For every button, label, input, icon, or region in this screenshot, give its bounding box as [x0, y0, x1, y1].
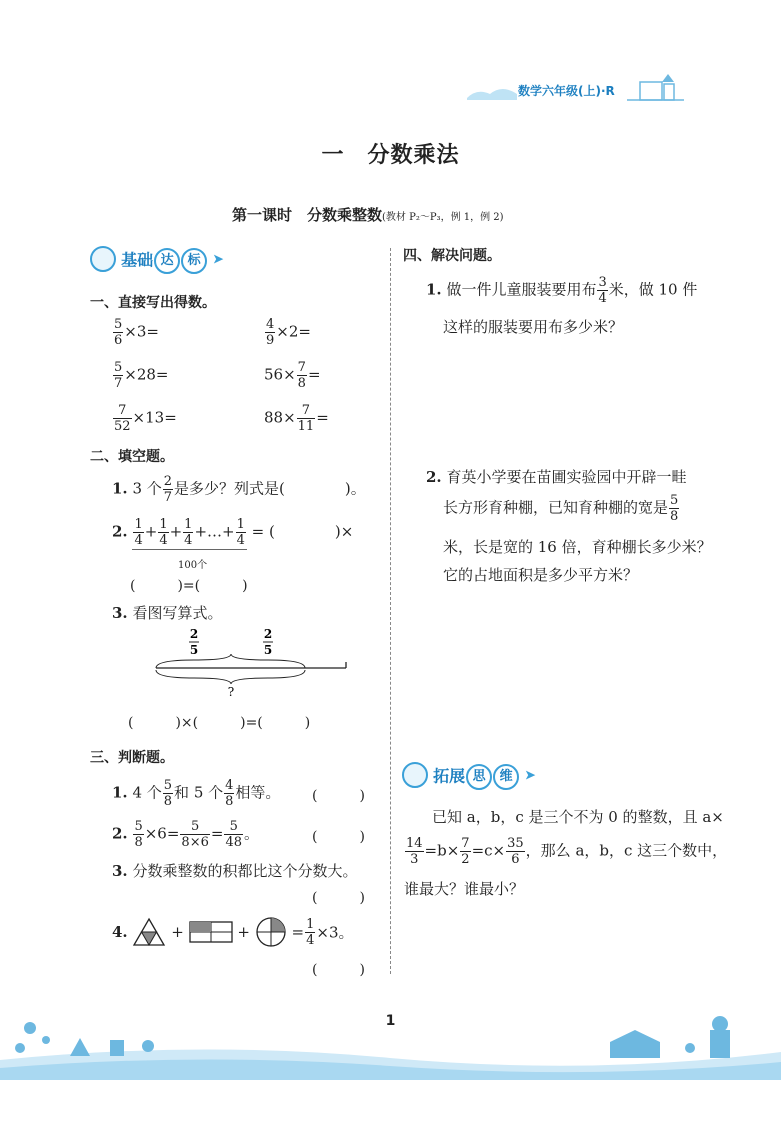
solve-q2-line3: 米，长是宽的 16 倍，育种棚长多少米？ — [443, 538, 712, 556]
circle-shaded-icon — [255, 916, 287, 948]
solve-q1: 1. 做一件儿童服装要用布 $\frac{3}{4}$ 米，做 10 件 — [426, 275, 698, 306]
unit-title: 一 分数乘法 — [321, 143, 460, 168]
badge-basic-b: 达 — [154, 248, 180, 274]
diagram-label-1-den: 5 — [189, 643, 199, 657]
badge-extend — [402, 762, 536, 790]
calc-item-1: $\frac{5}{6}$ ×3= — [114, 317, 159, 348]
solve-q1-line2: 这样的服装要用布多少米？ — [443, 318, 624, 336]
ext-line2: $\frac{14}{3}$ =b× $\frac{7}{2}$ =c× $\frac{35}{6}$ ，那么 a，b，c 这三个数中， — [406, 836, 728, 867]
diagram-label-2-den: 5 — [263, 643, 273, 657]
calc-item-4: 56× $\frac{7}{8}$ = — [264, 360, 321, 391]
calc-item-6: 88× $\frac{7}{11}$ = — [264, 403, 329, 434]
column-divider — [390, 248, 391, 974]
section-4-title: 四、解决问题。 — [403, 248, 501, 264]
fill-q2: 2. $\frac{1}{4}$ + $\frac{1}{4}$ + $\frac{1}{4}$ +…+ $\frac{1}{4}$ = ( )× — [112, 517, 354, 548]
judge-q1-paren: ( ) — [312, 788, 365, 804]
badge-basic-a: 基础 — [121, 250, 154, 270]
page-number: 1 — [385, 1013, 396, 1029]
panda-icon — [90, 246, 116, 272]
solve-q2-line2: 长方形育种棚，已知育种棚的宽是 $\frac{5}{8}$ — [443, 493, 679, 524]
lesson-heading — [232, 204, 504, 225]
badge-basic — [90, 246, 224, 274]
badge-extend-a: 拓展 — [433, 766, 466, 786]
fill-q1: 1. 3 个 $\frac{2}{7}$ 是多少？列式是( )。 — [112, 474, 366, 505]
ext-line3: 谁最大？谁最小？ — [404, 880, 525, 898]
section-2-title: 二、填空题。 — [90, 449, 174, 465]
sum-expression: $\frac{1}{4}$ + $\frac{1}{4}$ + $\frac{1}{4}$ +…+ $\frac{1}{4}$ — [134, 517, 245, 548]
diagram-question: ? — [227, 685, 235, 699]
sum-count-label: 100个 — [178, 560, 208, 571]
fraction-diagram — [150, 626, 350, 702]
calc-item-3: $\frac{5}{7}$ ×28= — [114, 360, 169, 391]
fill-q3-answer: ( )×( )=( ) — [128, 715, 311, 731]
judge-q1: 1. 4 个 $\frac{5}{8}$ 和 5 个 $\frac{4}{8}$ 相等。 — [112, 778, 281, 809]
footer-decoration — [0, 1000, 781, 1080]
badge-extend-c: 维 — [493, 764, 519, 790]
ext-line1: 已知 a，b，c 是三个不为 0 的整数，且 a× — [432, 808, 724, 826]
diagram-label-2-num: 2 — [263, 627, 273, 641]
paper-plane-icon: ➤ — [524, 767, 536, 784]
solve-q2-line1: 2. 育英小学要在苗圃实验园中开辟一畦 — [426, 468, 687, 486]
rectangle-shaded-icon — [189, 921, 233, 943]
judge-q3: 3. 分数乘整数的积都比这个分数大。 — [112, 862, 358, 880]
judge-q4-paren: ( ) — [312, 962, 365, 978]
lesson-ref: (教材 P₂～P₃，例 1，例 2) — [382, 212, 504, 223]
badge-extend-b: 思 — [466, 764, 492, 790]
judge-q4: 4. + + = $\frac{1}{4}$ ×3。 — [112, 916, 354, 948]
judge-q2: 2. $\frac{5}{8}$ ×6= $\frac{5}{8\times 6}$ = $\frac{5}{48}$ 。 — [112, 819, 259, 850]
lesson-title: 第一课时 分数乘整数 — [232, 206, 383, 224]
header-subject: 数学六年级(上)·R — [518, 84, 615, 98]
fill-q2-line2: ( )=( ) — [130, 578, 248, 594]
judge-q2-paren: ( ) — [312, 829, 365, 845]
paper-plane-icon: ➤ — [212, 251, 224, 268]
diagram-label-1-num: 2 — [189, 627, 199, 641]
calc-item-2: $\frac{4}{9}$ ×2= — [266, 317, 311, 348]
badge-basic-c: 标 — [181, 248, 207, 274]
section-3-title: 三、判断题。 — [90, 750, 174, 766]
fill-q3: 3. 看图写算式。 — [112, 604, 223, 622]
judge-q3-paren: ( ) — [312, 890, 365, 906]
solve-q2-line4: 它的占地面积是多少平方米？ — [443, 566, 639, 584]
section-1-title: 一、直接写出得数。 — [90, 295, 216, 311]
panda-icon — [402, 762, 428, 788]
calc-item-5: $\frac{7}{52}$ ×13= — [114, 403, 177, 434]
triangle-shaded-icon — [132, 917, 166, 947]
